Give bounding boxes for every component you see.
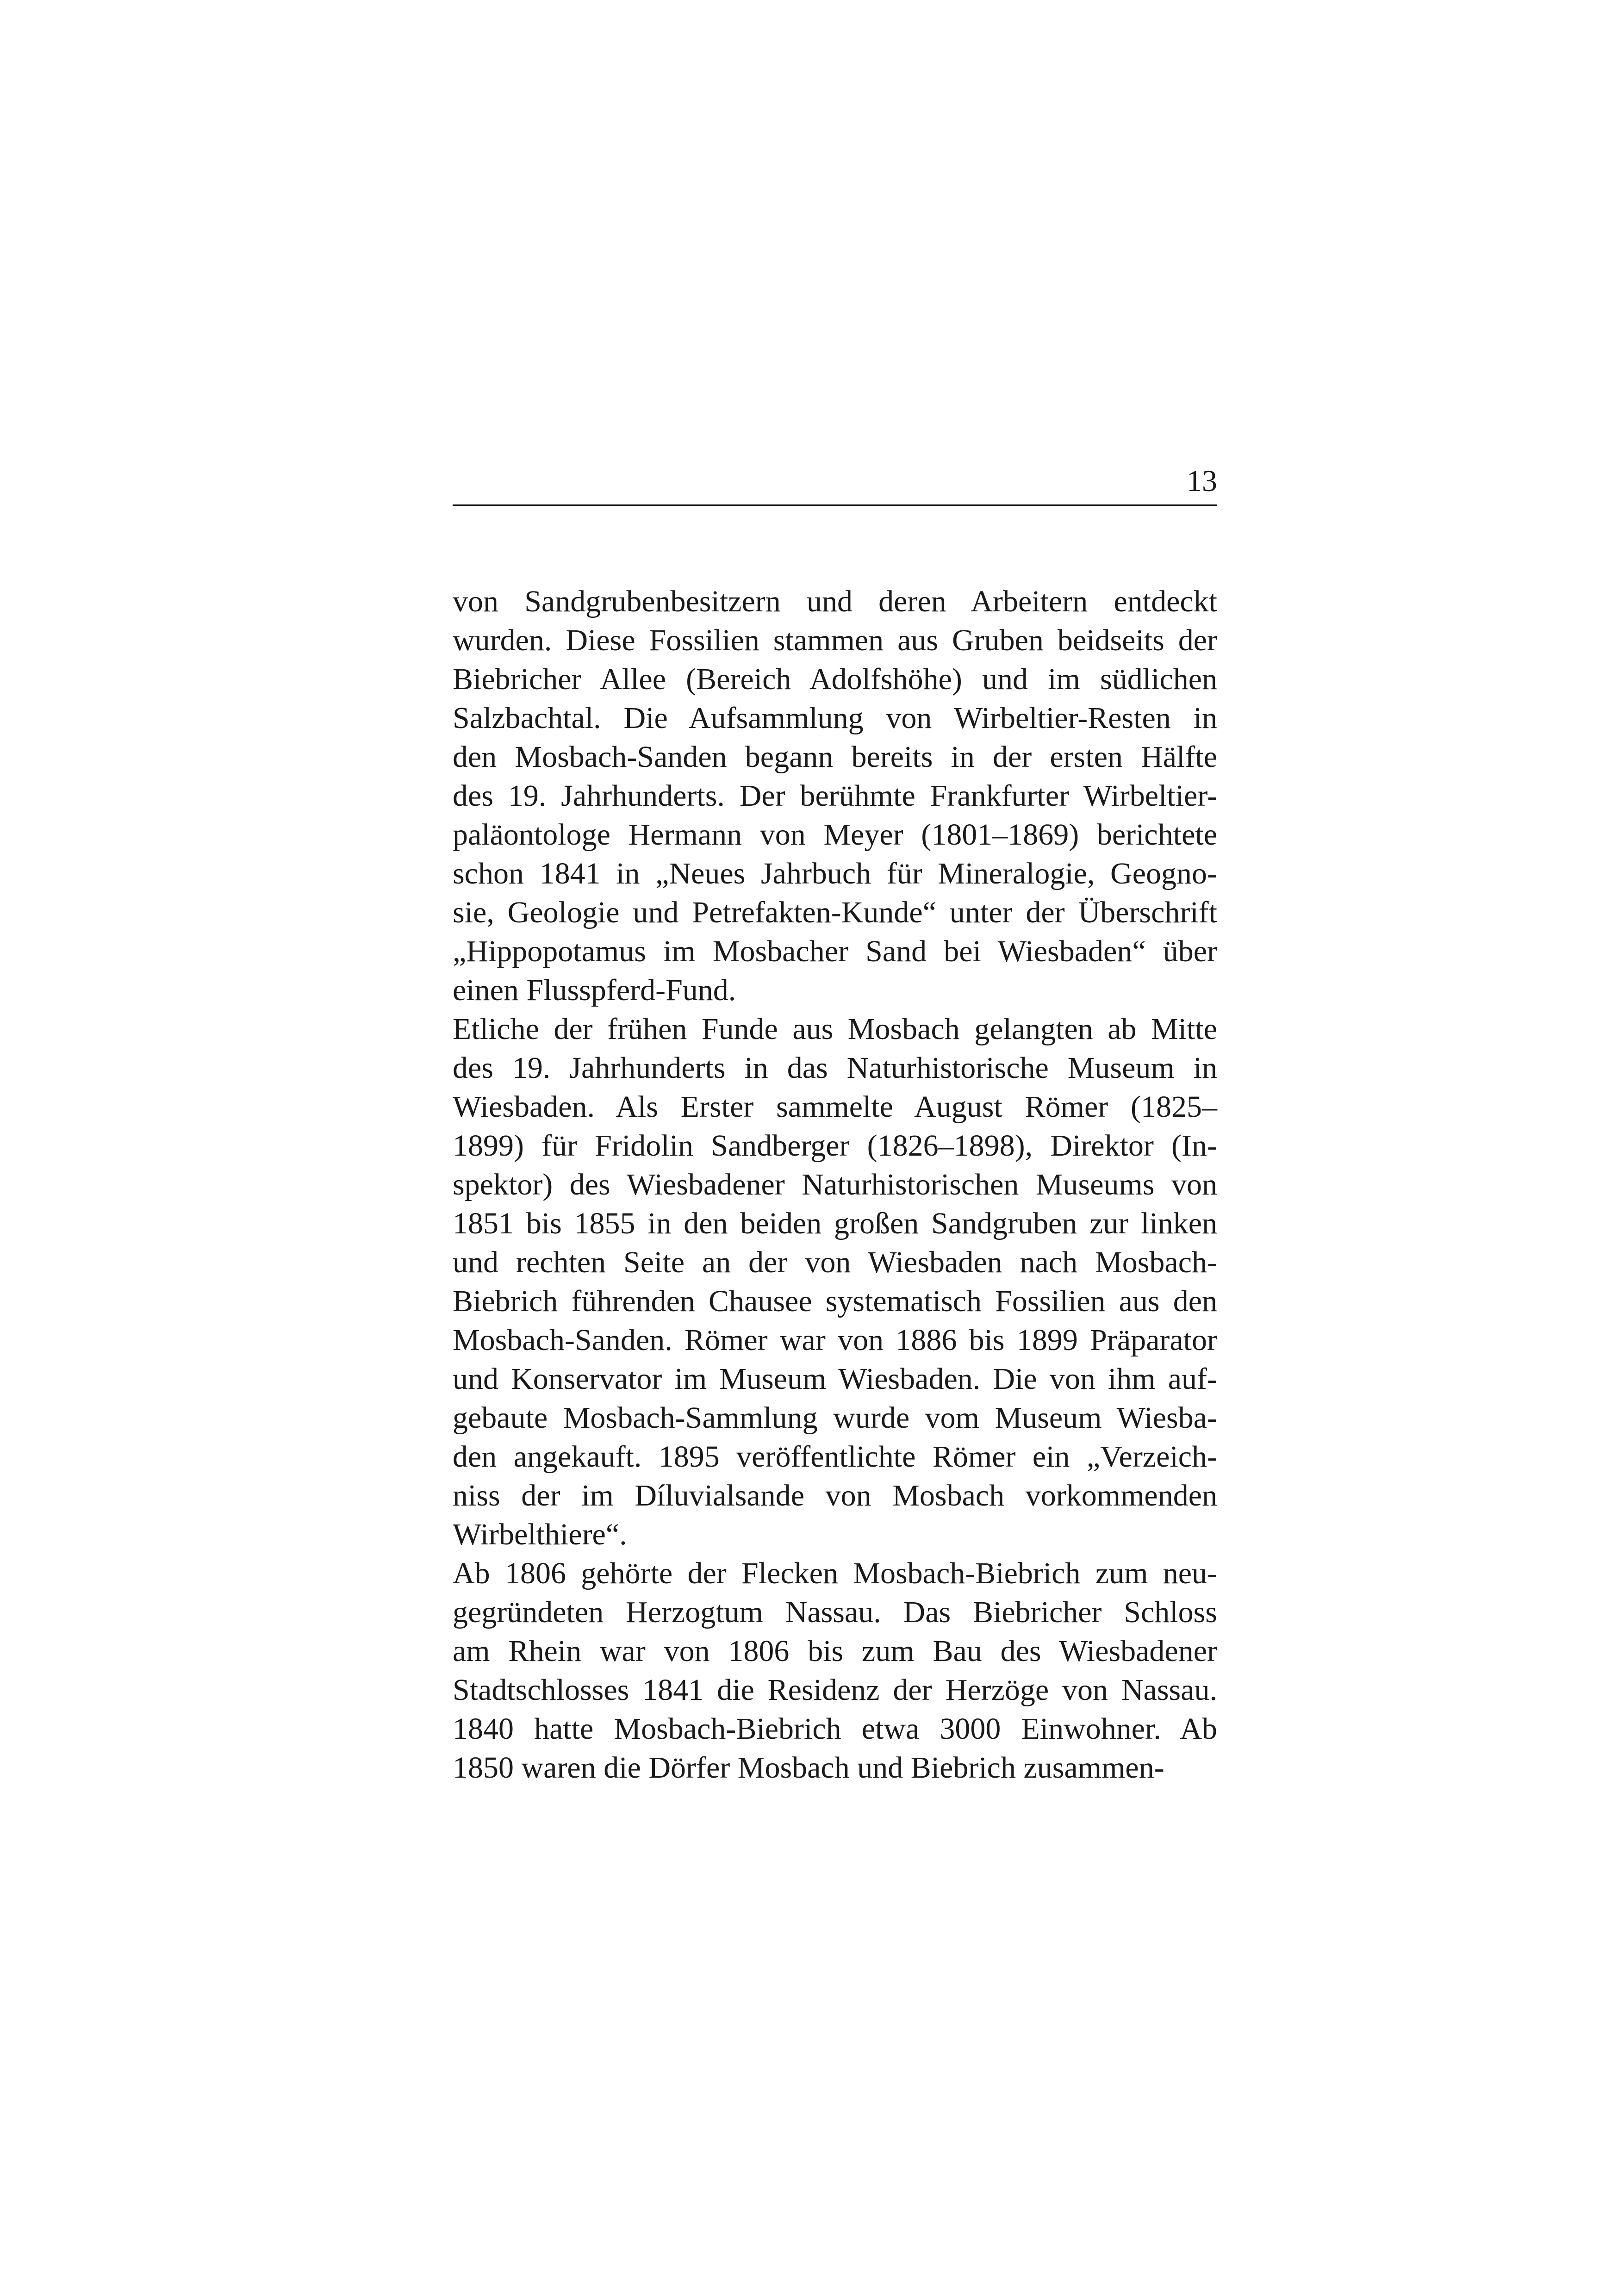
- text-line: Wiesbaden. Als Erster sammelte August Römer (1825–: [453, 1090, 1217, 1124]
- text-line: am Rhein war von 1806 bis zum Bau des Wiesbadener: [453, 1634, 1217, 1668]
- text-line: „Hippopotamus im Mosbacher Sand bei Wiesbaden“ über: [453, 934, 1217, 968]
- text-line: Mosbach-Sanden. Römer war von 1886 bis 1899 Präparator: [453, 1323, 1217, 1357]
- text-line: 1851 bis 1855 in den beiden großen Sandgruben zur linken: [453, 1207, 1217, 1240]
- text-line: gegründeten Herzogtum Nassau. Das Biebricher Schloss: [453, 1595, 1217, 1629]
- text-line: den angekauft. 1895 veröffentlichte Römer ein „Verzeich-: [453, 1440, 1217, 1474]
- text-line: Stadtschlosses 1841 die Residenz der Herzöge von Nassau.: [453, 1673, 1217, 1707]
- text-line: und Konservator im Museum Wiesbaden. Die von ihm auf-: [453, 1362, 1217, 1396]
- text-line: und rechten Seite an der von Wiesbaden nach Mosbach-: [453, 1245, 1217, 1279]
- text-line: Salzbachtal. Die Aufsammlung von Wirbeltier-Resten in: [453, 701, 1217, 735]
- text-line: 1850 waren die Dörfer Mosbach und Biebrich zusammen-: [453, 1751, 1164, 1785]
- text-line: einen Flusspferd-Fund.: [453, 973, 736, 1007]
- page-header: [453, 463, 1217, 507]
- page-number: 13: [1187, 464, 1217, 498]
- text-line: von Sandgrubenbesitzern und deren Arbeitern entdeckt: [453, 585, 1217, 618]
- text-line: den Mosbach-Sanden begann bereits in der ersten Hälfte: [453, 740, 1217, 774]
- paragraph: [453, 1010, 1217, 1554]
- text-line: gebaute Mosbach-Sammlung wurde vom Museum Wiesba-: [453, 1401, 1217, 1435]
- text-line: Biebrich führenden Chausee systematisch Fossilien aus den: [453, 1284, 1217, 1318]
- text-line: spektor) des Wiesbadener Naturhistorischen Museums von: [453, 1168, 1217, 1201]
- text-line: 1840 hatte Mosbach-Biebrich etwa 3000 Einwohner. Ab: [453, 1712, 1217, 1746]
- text-line: paläontologe Hermann von Meyer (1801–1869) berichtete: [453, 818, 1217, 852]
- text-line: des 19. Jahrhunderts in das Naturhistorische Museum in: [453, 1051, 1217, 1085]
- header-rule: [453, 504, 1217, 506]
- text-line: Etliche der frühen Funde aus Mosbach gelangten ab Mitte: [453, 1012, 1217, 1046]
- text-line: sie, Geologie und Petrefakten-Kunde“ unter der Überschrift: [453, 896, 1217, 929]
- body-text: [453, 582, 1217, 1787]
- text-line: niss der im Díluvialsande von Mosbach vorkommenden: [453, 1479, 1217, 1512]
- paragraph: [453, 582, 1217, 1010]
- paragraph: [453, 1554, 1217, 1787]
- text-line: 1899) für Fridolin Sandberger (1826–1898), Direktor (In-: [453, 1129, 1217, 1163]
- text-line: schon 1841 in „Neues Jahrbuch für Mineralogie, Geogno-: [453, 857, 1217, 890]
- text-line: wurden. Diese Fossilien stammen aus Gruben beidseits der: [453, 623, 1217, 657]
- text-line: des 19. Jahrhunderts. Der berühmte Frankfurter Wirbeltier-: [453, 779, 1217, 813]
- text-line: Wirbelthiere“.: [453, 1518, 627, 1551]
- text-line: Ab 1806 gehörte der Flecken Mosbach-Biebrich zum neu-: [453, 1556, 1217, 1590]
- text-line: Biebricher Allee (Bereich Adolfshöhe) und im südlichen: [453, 662, 1217, 696]
